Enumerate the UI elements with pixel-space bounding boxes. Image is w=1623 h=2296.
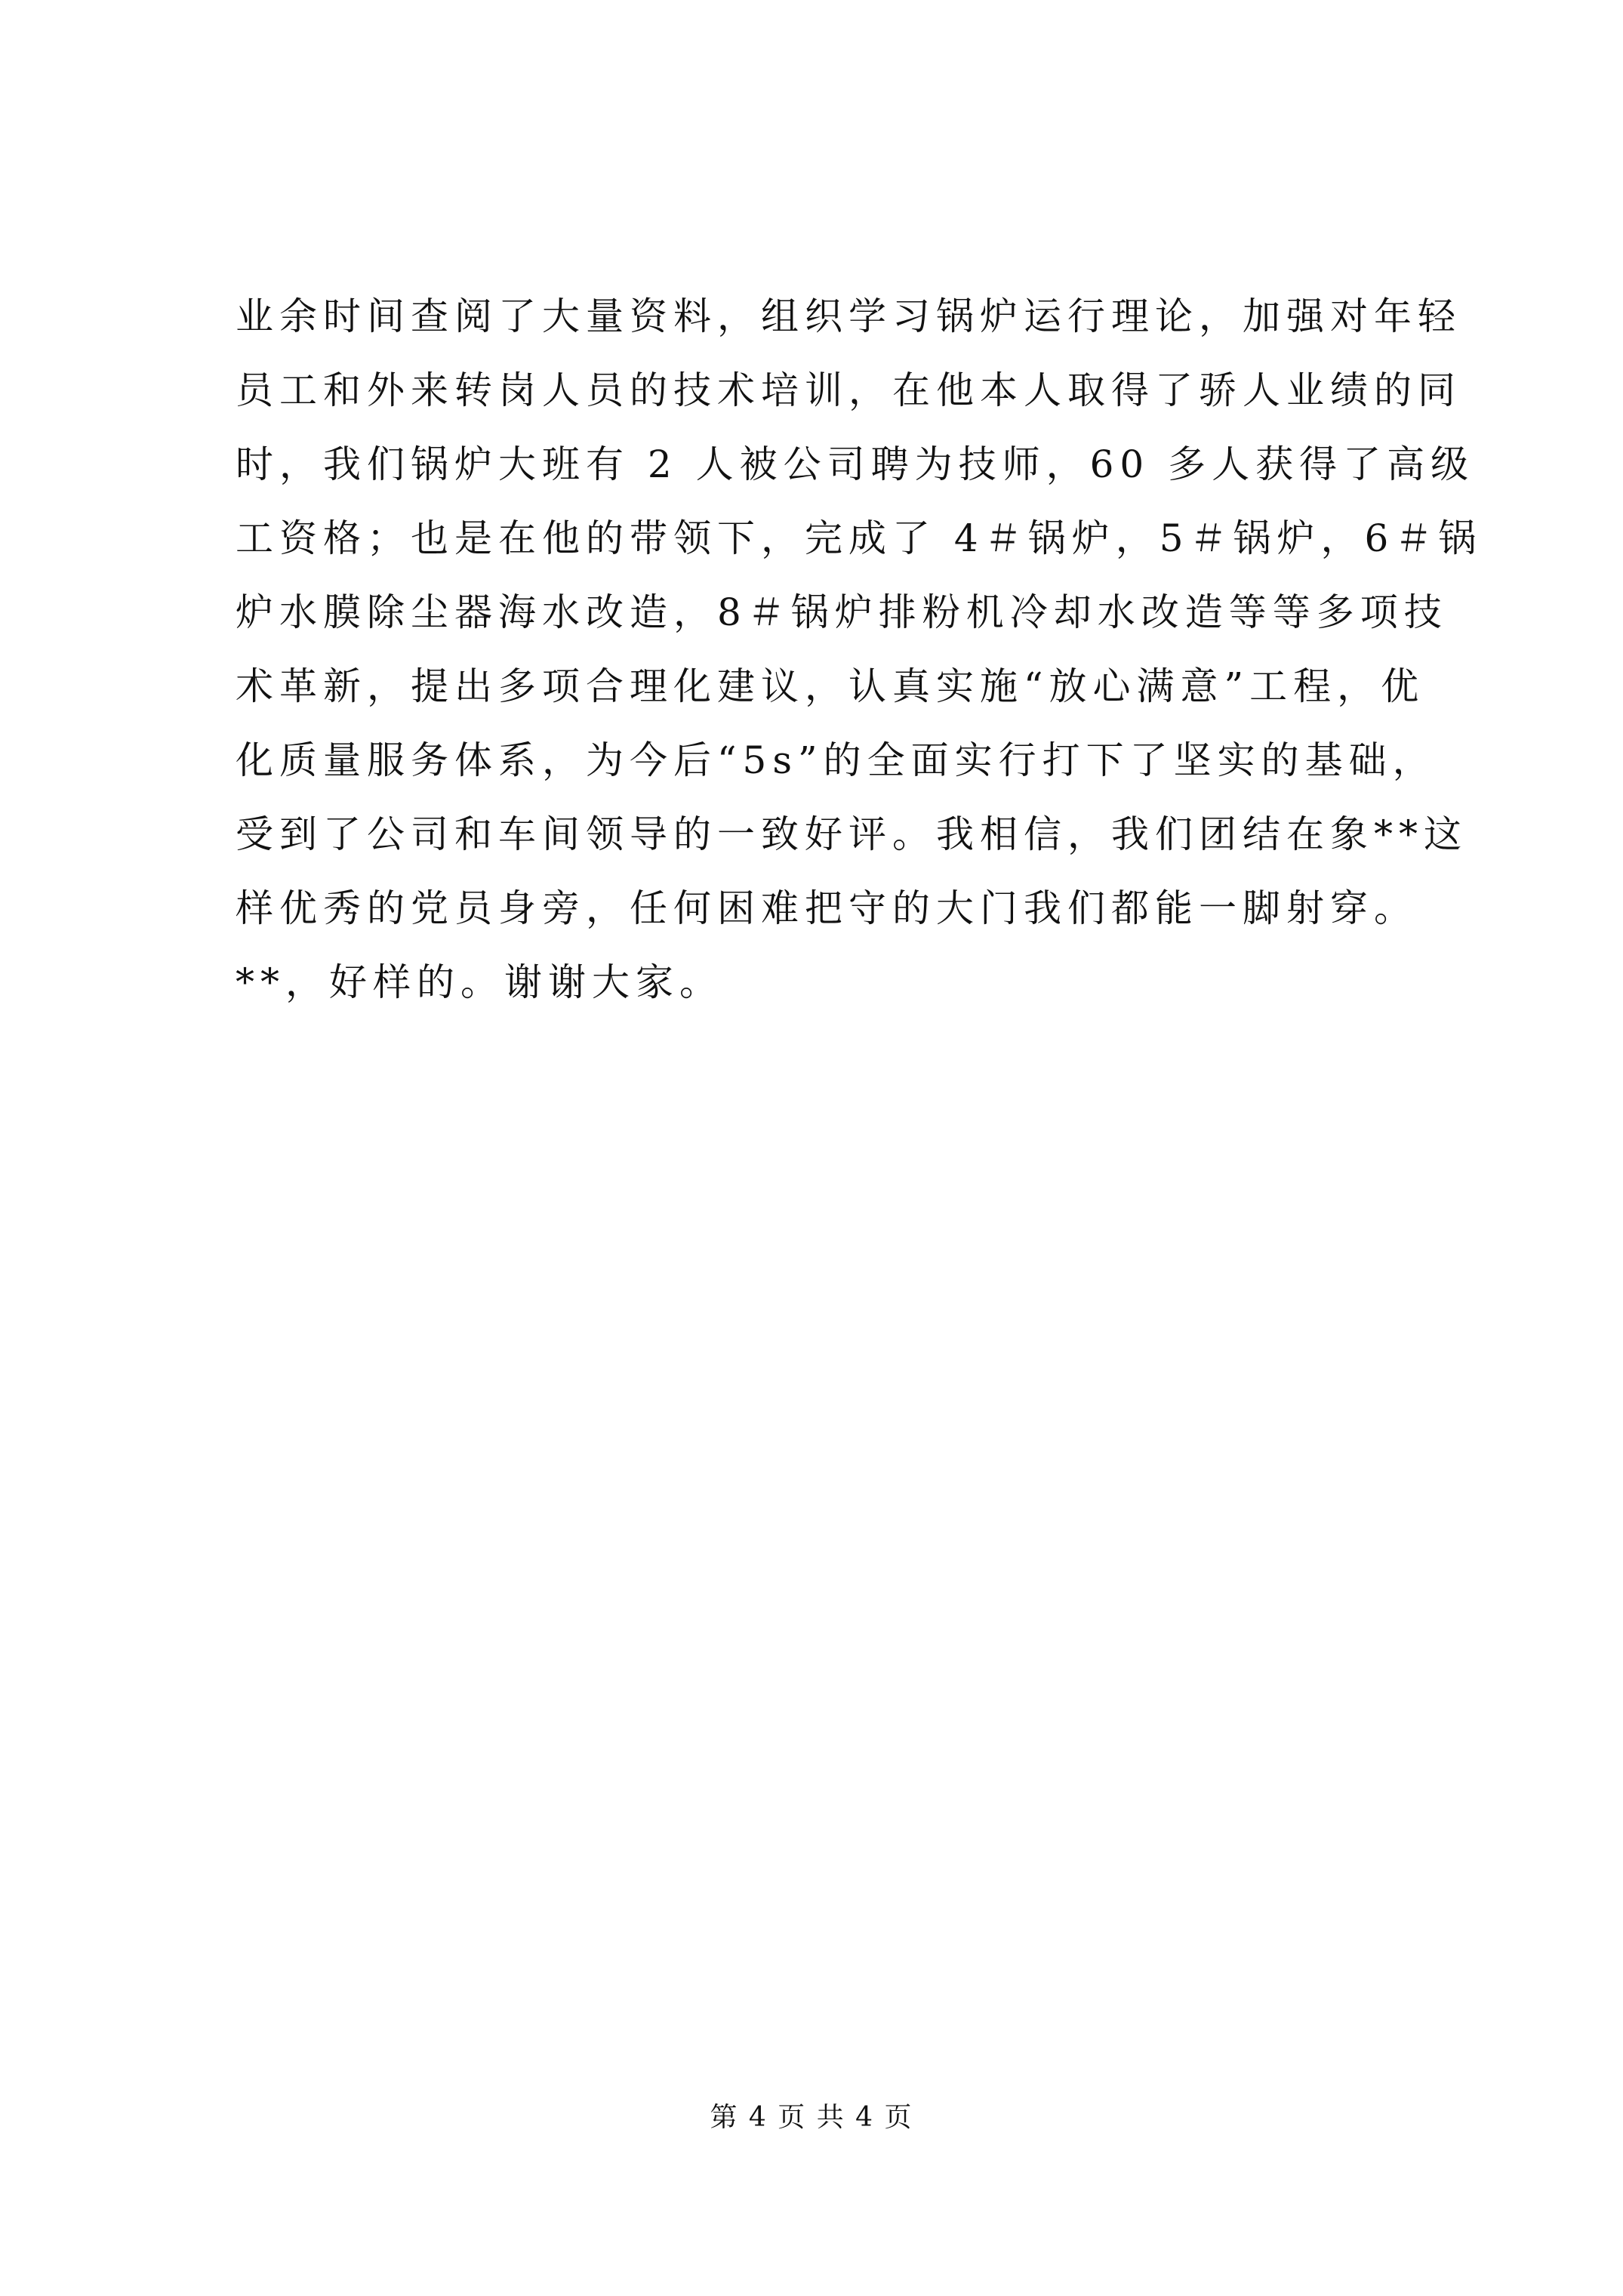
body-paragraph xyxy=(0,0,1623,1133)
paragraph-line: 炉水膜除尘器海水改造，8＃锅炉排粉机冷却水改造等等多项技 xyxy=(236,590,1448,634)
page-number-footer: 第 4 页 共 4 页 xyxy=(710,2102,913,2133)
paragraph-line: 时，我们锅炉大班有 2 人被公司聘为技师，60 多人获得了高级 xyxy=(236,442,1475,486)
paragraph-line: 业余时间查阅了大量资料，组织学习锅炉运行理论，加强对年轻 xyxy=(236,294,1461,338)
paragraph-line: 受到了公司和车间领导的一致好评。我相信，我们团结在象**这 xyxy=(236,812,1467,856)
paragraph-line: 工资格；也是在他的带领下，完成了 4＃锅炉，5＃锅炉，6＃锅 xyxy=(236,516,1483,560)
paragraph-line: 化质量服务体系，为今后“5s”的全面实行打下了坚实的基础， xyxy=(236,738,1437,782)
paragraph-line: 样优秀的党员身旁，任何困难把守的大门我们都能一脚射穿。 xyxy=(236,886,1418,930)
paragraph-line: **，好样的。谢谢大家。 xyxy=(236,960,723,1004)
paragraph-line: 员工和外来转岗人员的技术培训，在他本人取得了骄人业绩的同 xyxy=(236,368,1461,412)
paragraph-line: 术革新，提出多项合理化建议，认真实施“放心满意”工程，优 xyxy=(236,664,1425,708)
